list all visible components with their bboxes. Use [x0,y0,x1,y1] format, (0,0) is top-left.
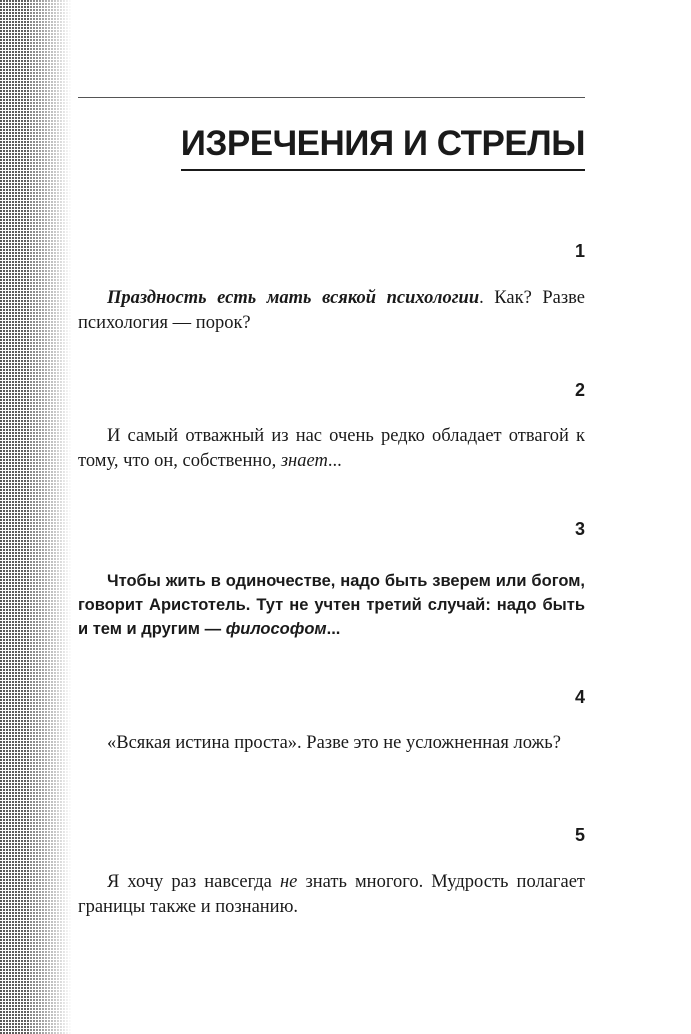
aphorism-number-5: 5 [574,825,585,845]
aphorism-5-text-after: знать многого. Мудрость полагает границы также и познанию. [78,872,585,917]
halftone-edge-texture [0,0,30,1034]
chapter-title-block [181,122,585,171]
aphorism-5-text-before: Я хочу раз навсегда [107,872,280,892]
aphorism-1-lead: Праздность есть мать всякой психологии [107,288,480,308]
aphorism-3-text-after: ... [326,620,341,638]
aphorism-1 [78,286,585,335]
top-rule [78,97,585,98]
aphorism-3-text-before: Чтобы жить в одиночестве, надо быть зверем или богом, говорит Аристотель. Тут не учтен третий случай: надо быть и тем и другим — [78,572,585,638]
aphorism-number-3: 3 [574,519,585,539]
aphorism-number-2: 2 [574,380,585,400]
aphorism-3 [78,569,585,641]
aphorism-4-text: «Всякая истина проста». Разве это не усложненная ложь? [107,733,561,753]
aphorism-2-text-before: И самый отважный из нас очень редко обладает отвагой к тому, что он, собственно, [78,426,585,471]
aphorism-2-italic: знает [280,450,328,471]
aphorism-number-1: 1 [574,241,585,261]
aphorism-5-italic: не [279,872,298,892]
aphorism-2-text-after: ... [327,450,342,471]
aphorism-2 [78,424,585,473]
aphorism-1-rest: . Как? Разве психология — порок? [78,288,586,333]
aphorism-number-4: 4 [574,687,585,707]
aphorism-5 [78,870,585,919]
aphorism-3-italic: философом [225,620,327,638]
aphorism-4 [78,731,585,756]
chapter-title: ИЗРЕЧЕНИЯ И СТРЕЛЫ [181,122,585,171]
